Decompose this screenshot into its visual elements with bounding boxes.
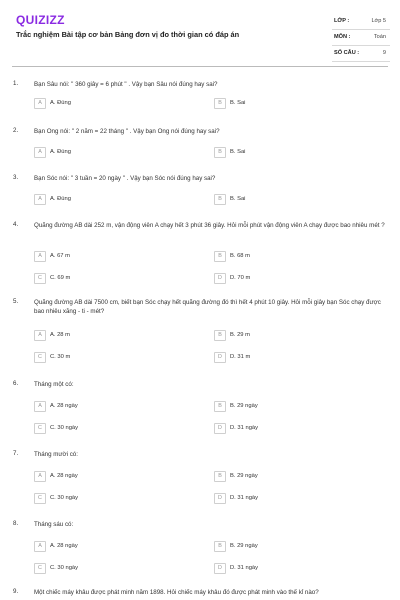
question-text: Tháng một có:	[34, 381, 74, 388]
option-letter-box: A	[34, 541, 46, 552]
option-letter-box: A	[34, 147, 46, 158]
option-text: A. Đúng	[50, 100, 71, 106]
quizizz-logo: QUIZIZZ	[16, 13, 65, 27]
option-letter-box: B	[214, 330, 226, 341]
option-text: A. Đúng	[50, 196, 71, 202]
option-letter-box: C	[34, 563, 46, 574]
question-text: Quãng đường AB dài 7500 cm, biết bạn Sóc chạy hết quãng đường đó thì hết 4 phút 10 giây. Hỏi mỗi giây bạn Sóc chạy được bao nhiêu xăng - ti - mét?	[34, 299, 381, 315]
option-text: D. 31 ngày	[230, 425, 259, 431]
meta-label: MÔN :	[334, 34, 351, 40]
option-text: A. 67 m	[50, 253, 70, 259]
option-letter-box: B	[214, 98, 226, 109]
option-text: B. Sai	[230, 149, 246, 155]
option-letter-box: D	[214, 423, 226, 434]
worksheet-title: Trắc nghiệm Bài tập cơ bản Bảng đơn vị đo thời gian có đáp án	[16, 30, 240, 39]
option-text: A. 28 ngày	[50, 473, 78, 479]
meta-class-row	[332, 14, 390, 30]
question-number: 5.	[13, 298, 19, 305]
meta-count-row	[332, 46, 390, 62]
question-text: Tháng mười có:	[34, 451, 78, 458]
option-letter-box: B	[214, 471, 226, 482]
option-letter-box: C	[34, 352, 46, 363]
question-number: 1.	[13, 80, 19, 87]
option-letter-box: C	[34, 273, 46, 284]
question-text: Bạn Sâu nói: " 360 giây = 6 phút " . Vậy bạn Sâu nói đúng hay sai?	[34, 81, 218, 88]
option-text: A. 28 m	[50, 332, 70, 338]
option-text: A. 28 ngày	[50, 543, 78, 549]
option-letter-box: C	[34, 493, 46, 504]
question-text: Bạn Ong nói: " 2 năm = 22 tháng " . Vậy bạn Ong nói đúng hay sai?	[34, 128, 220, 135]
option-letter-box: A	[34, 194, 46, 205]
option-letter-box: D	[214, 273, 226, 284]
meta-value: Lớp 5	[371, 18, 386, 24]
question-text: Tháng sáu có:	[34, 521, 74, 528]
option-text: C. 69 m	[50, 275, 71, 281]
question-number: 6.	[13, 380, 19, 387]
meta-subject-row	[332, 30, 390, 46]
option-text: C. 30 ngày	[50, 565, 79, 571]
option-text: B. 29 ngày	[230, 543, 258, 549]
meta-value: Toán	[373, 34, 386, 40]
question-number: 7.	[13, 450, 19, 457]
option-text: A. Đúng	[50, 149, 71, 155]
option-letter-box: B	[214, 401, 226, 412]
option-letter-box: D	[214, 493, 226, 504]
question-number: 9.	[13, 588, 19, 595]
question-text: Bạn Sóc nói: " 3 tuần = 20 ngày " . Vậy bạn Sóc nói đúng hay sai?	[34, 175, 216, 182]
worksheet-header	[0, 0, 400, 66]
header-divider	[12, 66, 388, 67]
question-text: Một chiếc máy khâu được phát minh năm 1898. Hỏi chiếc máy khâu đó được phát minh vào thế kỉ nào?	[34, 589, 319, 596]
option-text: A. 28 ngày	[50, 403, 78, 409]
option-letter-box: B	[214, 147, 226, 158]
option-text: B. Sai	[230, 196, 246, 202]
option-text: D. 31 ngày	[230, 565, 259, 571]
worksheet-meta	[332, 14, 390, 62]
meta-label: LỚP :	[334, 18, 350, 24]
option-letter-box: B	[214, 251, 226, 262]
option-text: B. 68 m	[230, 253, 250, 259]
option-text: D. 70 m	[230, 275, 251, 281]
question-number: 8.	[13, 520, 19, 527]
option-text: B. 29 ngày	[230, 473, 258, 479]
option-text: C. 30 ngày	[50, 425, 79, 431]
option-text: B. 29 ngày	[230, 403, 258, 409]
option-text: C. 30 m	[50, 354, 71, 360]
question-number: 4.	[13, 221, 19, 228]
question-text: Quãng đường AB dài 252 m, vận động viên A chạy hết 3 phút 36 giây. Hỏi mỗi phút vận động viên A chạy được bao nhiêu mét ?	[34, 222, 385, 229]
option-letter-box: A	[34, 330, 46, 341]
option-letter-box: D	[214, 352, 226, 363]
option-letter-box: B	[214, 194, 226, 205]
option-letter-box: A	[34, 251, 46, 262]
question-number: 3.	[13, 174, 19, 181]
option-letter-box: B	[214, 541, 226, 552]
option-letter-box: A	[34, 401, 46, 412]
question-number: 2.	[13, 127, 19, 134]
meta-value: 9	[382, 50, 386, 56]
option-letter-box: D	[214, 563, 226, 574]
option-text: B. Sai	[230, 100, 246, 106]
option-letter-box: A	[34, 471, 46, 482]
option-letter-box: A	[34, 98, 46, 109]
option-text: B. 29 m	[230, 332, 250, 338]
option-text: C. 30 ngày	[50, 495, 79, 501]
option-letter-box: C	[34, 423, 46, 434]
meta-label: SỐ CÂU :	[334, 50, 360, 56]
option-text: D. 31 m	[230, 354, 251, 360]
option-text: D. 31 ngày	[230, 495, 259, 501]
